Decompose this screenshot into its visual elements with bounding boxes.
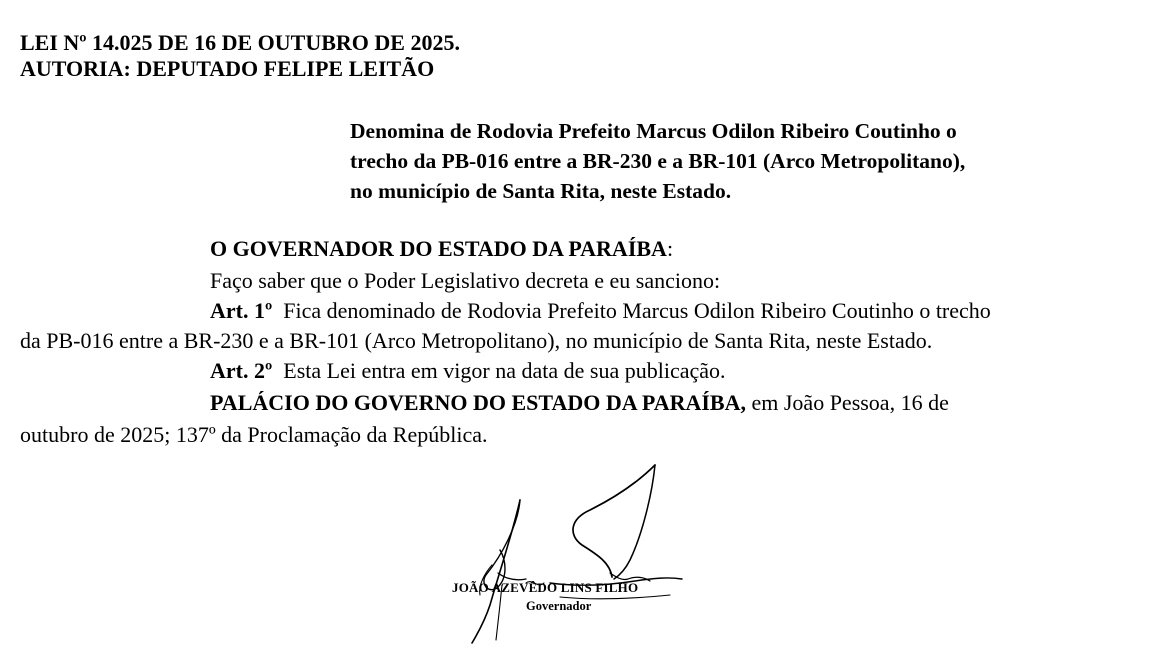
article-1-first-line	[210, 298, 991, 324]
ementa-line-1: Denomina de Rodovia Prefeito Marcus Odilon Ribeiro Coutinho o	[350, 119, 957, 143]
closing-place-date: em João Pessoa, 16 de	[751, 390, 949, 415]
governor-heading	[210, 236, 673, 262]
governor-colon: :	[666, 236, 674, 261]
law-authorship: AUTORIA: DEPUTADO FELIPE LEITÃO	[20, 56, 435, 81]
ementa-line-3: no município de Santa Rita, neste Estado.	[350, 179, 732, 203]
handwritten-signature	[430, 455, 750, 650]
signatory-name: JOÃO AZEVÊDO LINS FILHO	[452, 580, 639, 595]
governor-title: O GOVERNADOR DO ESTADO DA PARAÍBA	[210, 236, 667, 261]
article-1-text-line-1: Fica denominado de Rodovia Prefeito Marcus Odilon Ribeiro Coutinho o trecho	[283, 298, 991, 323]
law-number: LEI Nº 14.025 DE 16 DE OUTUBRO DE 2025.	[20, 30, 460, 55]
ementa-line-2: trecho da PB-016 entre a BR-230 e a BR-101 (Arco Metropolitano),	[350, 149, 966, 173]
closing-first-line	[210, 390, 949, 416]
article-1-text-line-2: da PB-016 entre a BR-230 e a BR-101 (Arco Metropolitano), no município de Santa Rita, neste Estado.	[20, 328, 933, 353]
signatory-role: Governador	[526, 599, 592, 613]
closing-second-line: outubro de 2025; 137º da Proclamação da República.	[20, 422, 488, 447]
decree-intro: Faço saber que o Poder Legislativo decreta e eu sanciono:	[210, 268, 721, 293]
palace-label: PALÁCIO DO GOVERNO DO ESTADO DA PARAÍBA,	[210, 390, 746, 415]
article-2-label: Art. 2º	[210, 358, 273, 383]
article-2-text: Esta Lei entra em vigor na data de sua publicação.	[283, 358, 726, 383]
article-1-label: Art. 1º	[210, 298, 273, 323]
article-2	[210, 358, 726, 384]
